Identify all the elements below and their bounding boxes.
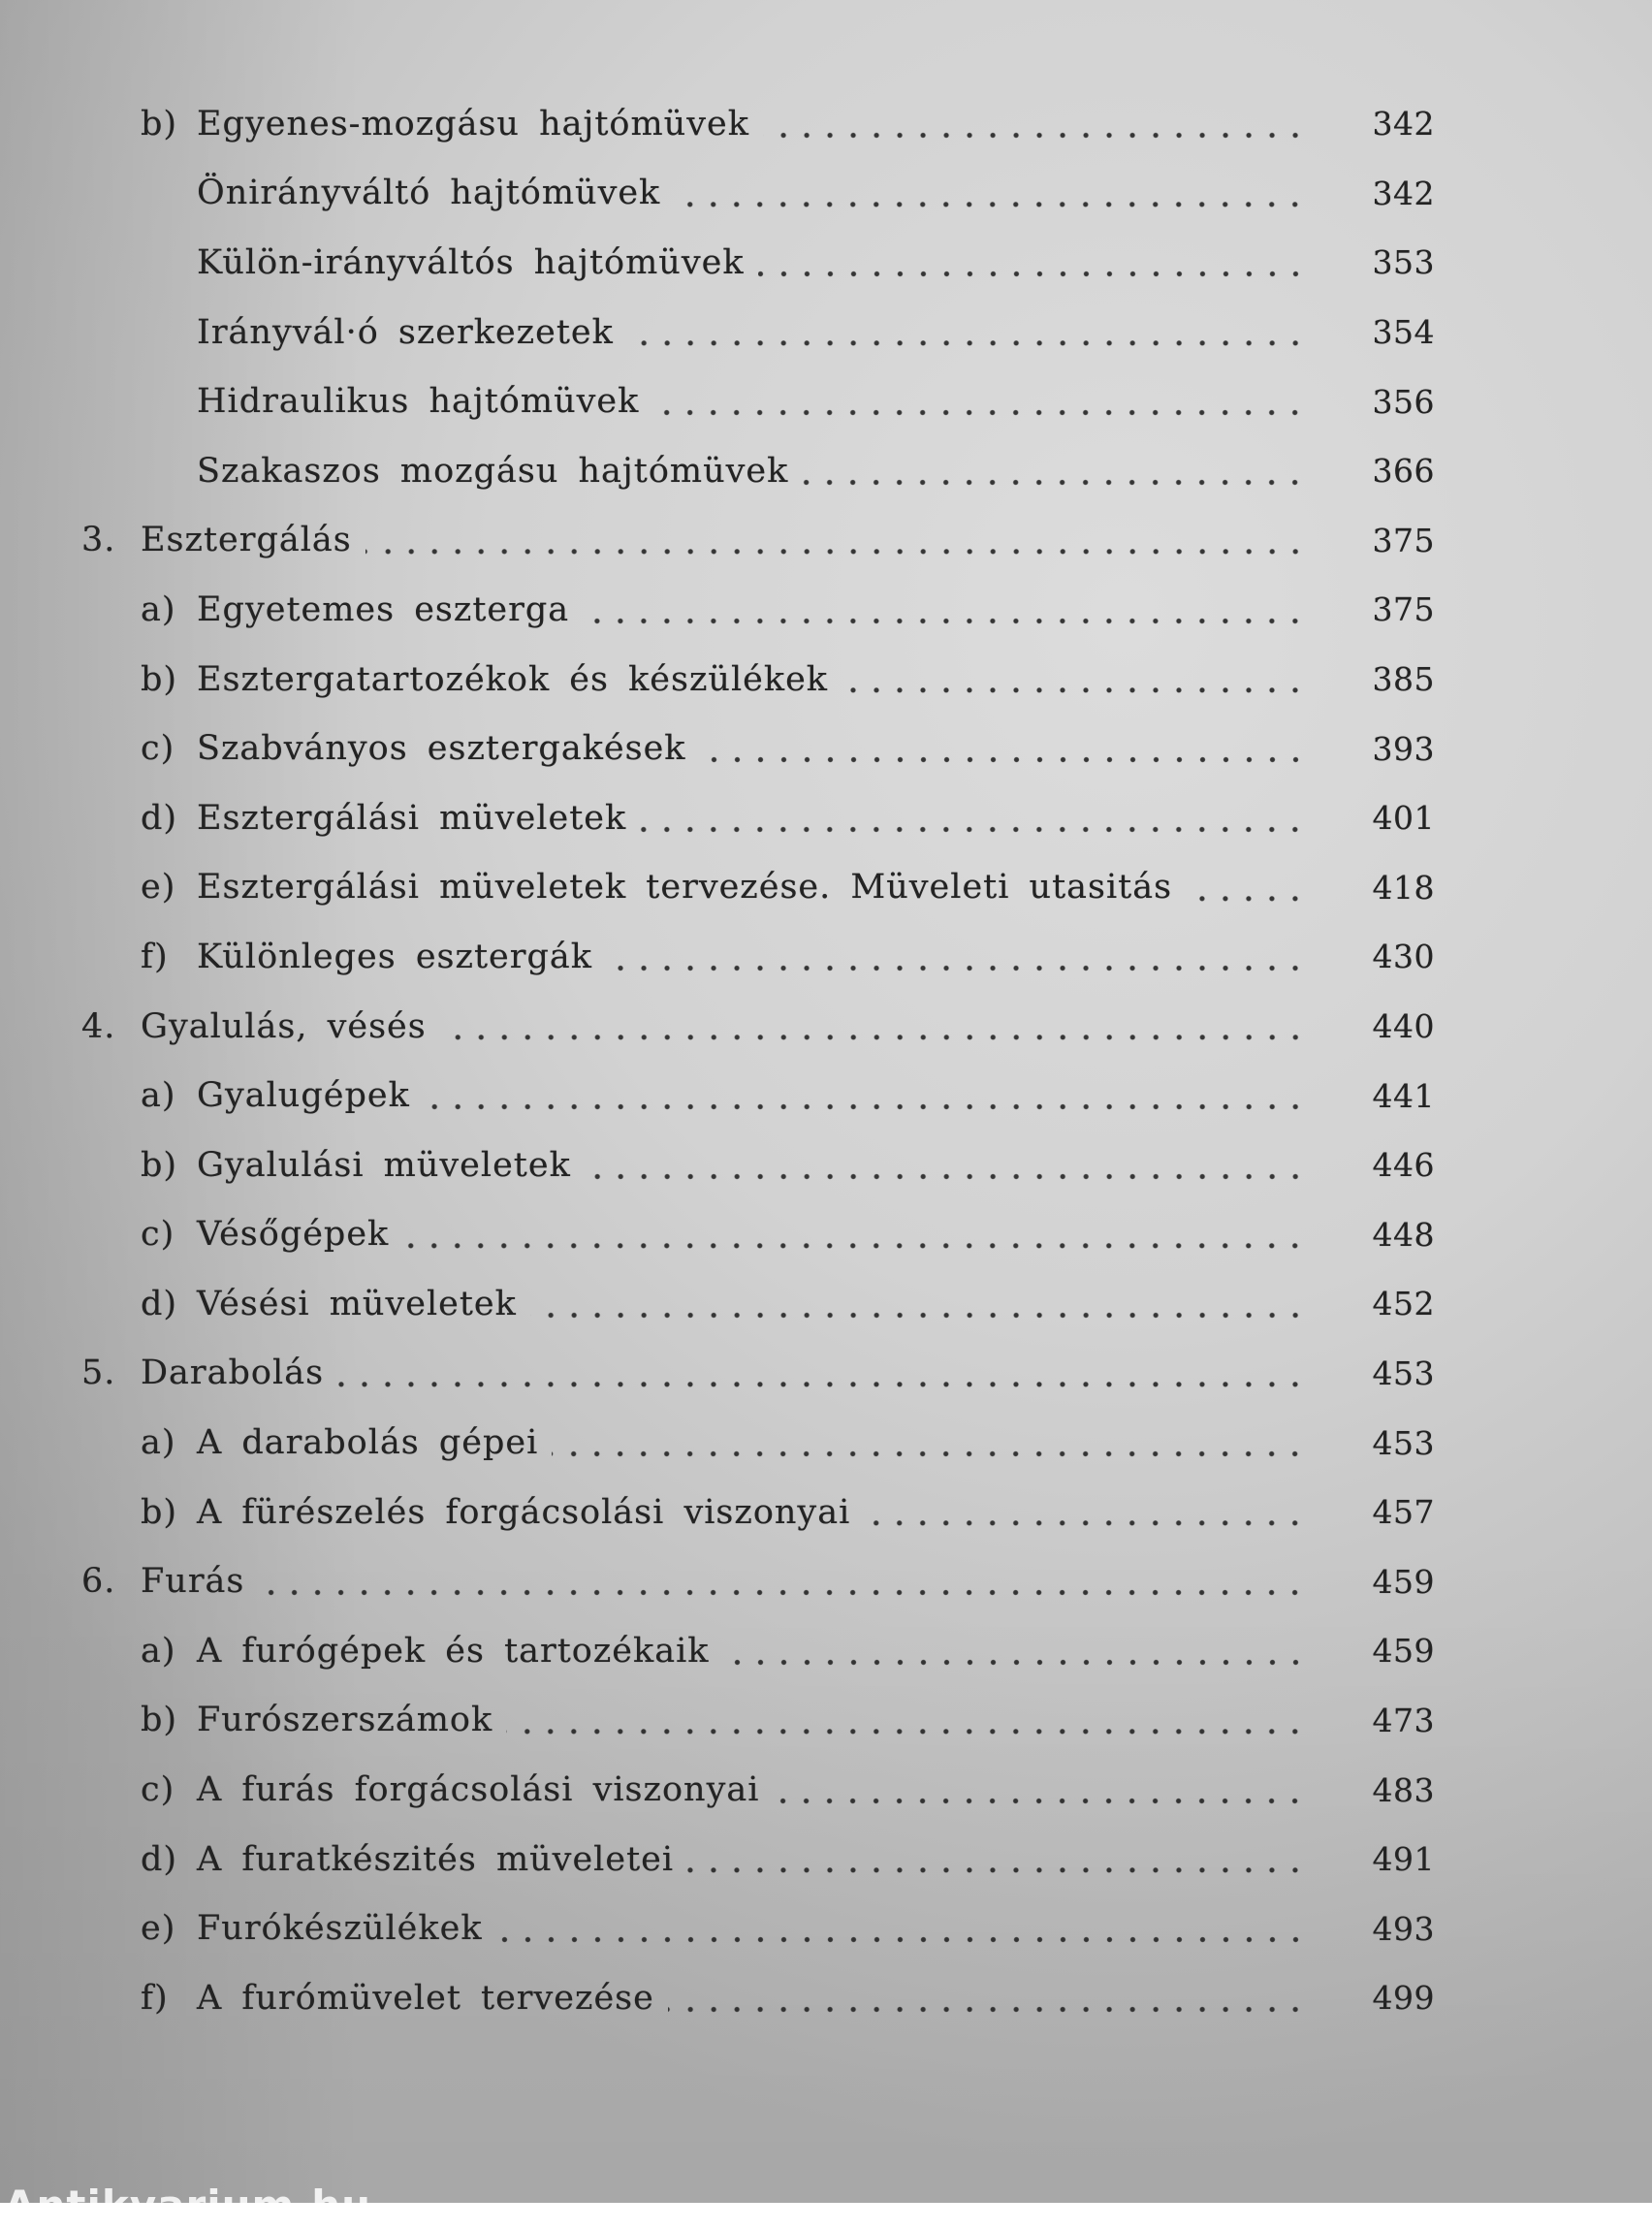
section-entry [141,714,1435,783]
section-entry [141,1963,1435,2033]
page-number: 473 [1372,1701,1435,1739]
page-number: 441 [1372,1076,1435,1115]
dot-leader [365,506,1307,576]
dot-leader [552,1408,1307,1478]
section-entry [141,1825,1435,1895]
chapter-title: Furás [141,1562,245,1602]
dot-leader [627,298,1307,367]
section-entry [141,783,1435,853]
section-entry [141,575,1435,645]
page-number: 366 [1372,452,1435,491]
page-number: 453 [1372,1423,1435,1462]
chapter-number: 5. [81,1353,116,1393]
watermark: Antikvarium.hu [4,2181,372,2229]
dot-leader [674,159,1307,229]
entry-title: Furókészülékek [197,1909,483,1949]
dot-leader [723,1616,1308,1686]
entry-title: A furás forgácsolási viszonyai [197,1770,760,1810]
page-number: 446 [1372,1146,1435,1185]
entry-label: a) [141,1423,176,1463]
subsection-entry [197,298,1435,367]
entry-label: a) [141,1076,176,1116]
page-number: 459 [1372,1562,1435,1601]
entry-label: b) [141,104,178,143]
dot-leader [773,1755,1307,1825]
page-number: 483 [1372,1770,1435,1809]
entry-title: Irányvál·ó szerkezetek [197,312,614,352]
section-entry [141,645,1435,715]
entry-title: Önirányváltó hajtómüvek [197,174,661,213]
entry-title: Gyalugépek [197,1076,410,1116]
subsection-entry [197,159,1435,229]
entry-label: d) [141,1284,178,1323]
dot-leader [687,1825,1307,1895]
page-number: 353 [1372,243,1435,282]
section-entry [141,1616,1435,1686]
chapter-entry [81,1546,1435,1616]
subsection-entry [197,228,1435,298]
entry-label: a) [141,589,176,629]
entry-title: A darabolás gépei [197,1423,539,1463]
entry-title: Hidraulikus hajtómüvek [197,382,640,422]
dot-leader [424,1061,1307,1130]
page-number: 453 [1372,1353,1435,1392]
entry-title: Egyenes-mozgásu hajtómüvek [197,104,749,143]
dot-leader [1186,853,1307,923]
section-entry [141,1408,1435,1478]
dot-leader [802,436,1307,506]
entry-title: Esztergálási müveletek tervezése. Müveleti utasitás [197,868,1173,908]
entry-title: Esztergálási müveletek [197,798,627,838]
subsection-entry [197,366,1435,436]
entry-title: Vésőgépek [197,1215,390,1255]
dot-leader [758,228,1307,298]
dot-leader [700,714,1308,783]
dot-leader [337,1339,1307,1409]
entry-title: A furatkészités müveletei [197,1839,675,1879]
page-number: 430 [1372,938,1435,976]
entry-title: Különleges esztergák [197,937,592,976]
page-number: 457 [1372,1493,1435,1532]
entry-title: Szakaszos mozgásu hajtómüvek [197,451,789,491]
table-of-contents [0,89,1435,2033]
entry-label: e) [141,1909,176,1949]
dot-leader [530,1269,1307,1339]
page-number: 491 [1372,1840,1435,1879]
entry-label: a) [141,1631,176,1671]
entry-label: e) [141,868,176,908]
page-number: 375 [1372,521,1435,559]
dot-leader [640,783,1307,853]
section-entry [141,1130,1435,1200]
section-entry [141,89,1435,159]
dot-leader [864,1478,1307,1547]
page-number: 356 [1372,382,1435,421]
page-number: 459 [1372,1632,1435,1671]
dot-leader [842,645,1307,715]
section-entry [141,1478,1435,1547]
chapter-entry [81,992,1435,1062]
entry-label: f) [141,1978,169,2018]
page-number: 448 [1372,1215,1435,1254]
entry-title: Külön-irányváltós hajtómüvek [197,242,745,282]
entry-label: b) [141,1145,178,1185]
section-entry [141,1061,1435,1130]
chapter-title: Gyalulás, vésés [141,1006,427,1046]
chapter-number: 4. [81,1006,116,1046]
entry-title: Esztergatartozékok és készülékek [197,659,828,699]
entry-label: c) [141,729,175,769]
dot-leader [606,922,1307,992]
dot-leader [652,366,1307,436]
page-number: 342 [1372,174,1435,212]
page-number: 499 [1372,1979,1435,2018]
page-number: 342 [1372,105,1435,143]
entry-title: A fürészelés forgácsolási viszonyai [197,1492,851,1532]
section-entry [141,1269,1435,1339]
dot-leader [440,992,1307,1062]
chapter-number: 6. [81,1562,116,1602]
page-number: 385 [1372,660,1435,699]
entry-label: d) [141,798,178,838]
section-entry [141,1686,1435,1756]
dot-leader [763,89,1307,159]
entry-label: c) [141,1770,175,1810]
page-number: 354 [1372,313,1435,352]
page-number: 440 [1372,1007,1435,1046]
chapter-entry [81,506,1435,576]
subsection-entry [197,436,1435,506]
dot-leader [668,1963,1307,2033]
section-entry [141,1894,1435,1963]
chapter-entry [81,1339,1435,1409]
section-entry [141,922,1435,992]
entry-title: A furógépek és tartozékaik [197,1631,710,1671]
entry-label: f) [141,937,169,976]
page-number: 452 [1372,1285,1435,1323]
entry-title: A furómüvelet tervezése [197,1978,654,2018]
page-number: 393 [1372,729,1435,768]
dot-leader [583,575,1307,645]
entry-title: Furószerszámok [197,1701,493,1740]
page-number: 418 [1372,868,1435,907]
dot-leader [402,1200,1307,1270]
entry-label: b) [141,1492,178,1532]
entry-label: b) [141,1701,178,1740]
dot-leader [585,1130,1307,1200]
page-number: 401 [1372,799,1435,838]
dot-leader [496,1894,1307,1963]
chapter-number: 3. [81,521,116,560]
section-entry [141,1200,1435,1270]
entry-title: Szabványos esztergakések [197,729,686,769]
entry-label: c) [141,1215,175,1255]
entry-title: Gyalulási müveletek [197,1145,571,1185]
page-number: 493 [1372,1909,1435,1948]
entry-label: b) [141,659,178,699]
page-number: 375 [1372,590,1435,629]
chapter-title: Esztergálás [141,521,352,560]
dot-leader [506,1686,1307,1756]
entry-label: d) [141,1839,178,1879]
chapter-title: Darabolás [141,1353,325,1393]
entry-title: Egyetemes eszterga [197,589,570,629]
dot-leader [258,1546,1307,1616]
section-entry [141,853,1435,923]
entry-title: Vésési müveletek [197,1284,517,1323]
section-entry [141,1755,1435,1825]
